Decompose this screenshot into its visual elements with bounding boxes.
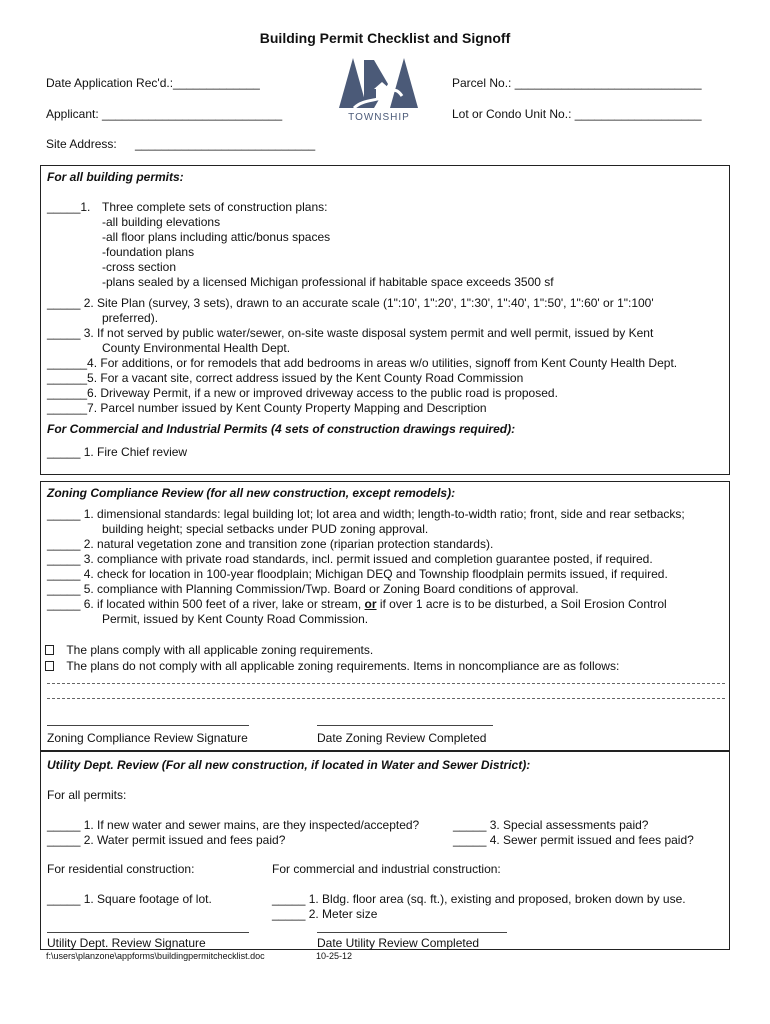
for-all-permits-label: For all permits:	[47, 788, 127, 802]
not-comply-label: The plans do not comply with all applicable zoning requirements. Items in noncompliance are as follows:	[66, 659, 620, 673]
item-3-cont: County Environmental Health Dept.	[102, 341, 291, 355]
commercial-heading: For Commercial and Industrial Permits (4 sets of construction drawings required):	[47, 422, 516, 436]
not-comply-checkbox[interactable]	[45, 661, 54, 671]
zoning-item-6-cont: Permit, issued by Kent County Road Commission.	[102, 612, 369, 626]
noncompliance-line-1[interactable]	[47, 683, 725, 684]
item-1-text: Three complete sets of construction plans:	[102, 200, 328, 214]
plans-sub-4: -cross section	[102, 260, 177, 274]
item-3: _____ 3. If not served by public water/sewer, on-site waste disposal system permit and well permit, issued by Kent	[47, 326, 654, 340]
zoning-item-1: _____ 1. dimensional standards: legal building lot; lot area and width; length-to-width ratio; front, side and rear setbacks;	[47, 507, 685, 521]
ada-logo-icon	[336, 54, 422, 112]
utility-signature-line[interactable]	[47, 932, 249, 933]
item-5: ______5. For a vacant site, correct address issued by the Kent County Road Commission	[47, 371, 524, 385]
comply-row	[45, 643, 373, 657]
residential-label: For residential construction:	[47, 862, 195, 876]
utility-signature-label: Utility Dept. Review Signature	[47, 936, 206, 950]
zoning-signature-line[interactable]	[47, 725, 249, 726]
zoning-item-1-cont: building height; special setbacks under PUD zoning approval.	[102, 522, 429, 536]
zoning-item-5: _____ 5. compliance with Planning Commission/Twp. Board or Zoning Board conditions of approval.	[47, 582, 579, 596]
file-path: f:\users\planzone\appforms\buildingpermitchecklist.doc	[46, 951, 265, 961]
applicant-field[interactable]: Applicant: ___________________________	[46, 107, 283, 121]
township-logo	[336, 54, 422, 124]
site-address-label: Site Address:	[46, 137, 117, 151]
commercial-item-1: _____ 1. Bldg. floor area (sq. ft.), existing and proposed, broken down by use.	[272, 892, 686, 906]
lot-unit-field[interactable]: Lot or Condo Unit No.: ___________________	[452, 107, 702, 121]
commercial-item-2: _____ 2. Meter size	[272, 907, 378, 921]
zoning-item-4: _____ 4. check for location in 100-year floodplain; Michigan DEQ and Township floodplain permits issued, if required.	[47, 567, 668, 581]
comply-checkbox[interactable]	[45, 645, 54, 655]
utility-item-3: _____ 3. Special assessments paid?	[453, 818, 649, 832]
noncompliance-line-2[interactable]	[47, 698, 725, 699]
item-6: ______6. Driveway Permit, if a new or improved driveway access to the public road is proposed.	[47, 386, 558, 400]
fire-chief-item: _____ 1. Fire Chief review	[47, 445, 188, 459]
page-title: Building Permit Checklist and Signoff	[259, 30, 511, 46]
zoning-item-2: _____ 2. natural vegetation zone and transition zone (riparian protection standards).	[47, 537, 494, 551]
item-2: _____ 2. Site Plan (survey, 3 sets), drawn to an accurate scale (1":10', 1":20', 1":30', 1":40', 1":50', 1":60' or 1":100'	[47, 296, 654, 310]
plans-sub-5: -plans sealed by a licensed Michigan professional if habitable space exceeds 3500 sf	[102, 275, 554, 289]
plans-sub-1: -all building elevations	[102, 215, 221, 229]
item-2-cont: preferred).	[102, 311, 159, 325]
utility-item-4: _____ 4. Sewer permit issued and fees paid?	[453, 833, 694, 847]
plans-sub-3: -foundation plans	[102, 245, 195, 259]
utility-date-line[interactable]	[317, 932, 507, 933]
item-4: ______4. For additions, or for remodels that add bedrooms in areas w/o utilities, signoff from Kent County Health Dept.	[47, 356, 678, 370]
utility-section	[40, 751, 730, 950]
utility-date-label: Date Utility Review Completed	[317, 936, 480, 950]
revision-date: 10-25-12	[316, 951, 353, 961]
all-permits-section	[40, 165, 730, 475]
zoning-signature-label: Zoning Compliance Review Signature	[47, 731, 248, 745]
commercial-label: For commercial and industrial construction:	[272, 862, 501, 876]
zoning-heading: Zoning Compliance Review (for all new construction, except remodels):	[47, 486, 456, 500]
comply-label: The plans comply with all applicable zoning requirements.	[66, 643, 374, 657]
utility-item-1: _____ 1. If new water and sewer mains, are they inspected/accepted?	[47, 818, 420, 832]
residential-item-1: _____ 1. Square footage of lot.	[47, 892, 212, 906]
utility-item-2: _____ 2. Water permit issued and fees paid?	[47, 833, 286, 847]
item-1-blank[interactable]: _____1.	[47, 200, 91, 214]
zoning-item-3: _____ 3. compliance with private road standards, incl. permit issued and completion guarantee posted, if required.	[47, 552, 653, 566]
zoning-section	[40, 481, 730, 751]
all-permits-heading: For all building permits:	[47, 170, 184, 184]
logo-text: TOWNSHIP	[348, 112, 410, 123]
plans-sub-2: -all floor plans including attic/bonus spaces	[102, 230, 331, 244]
item-7: ______7. Parcel number issued by Kent County Property Mapping and Description	[47, 401, 487, 415]
parcel-number-field[interactable]: Parcel No.: ____________________________	[452, 76, 702, 90]
site-address-field[interactable]: ___________________________	[135, 137, 316, 151]
utility-heading: Utility Dept. Review (For all new construction, if located in Water and Sewer District):	[47, 758, 531, 772]
date-received-field[interactable]: Date Application Rec'd.:_____________	[46, 76, 260, 90]
zoning-date-line[interactable]	[317, 725, 493, 726]
not-comply-row	[45, 659, 619, 673]
or-emphasis: or	[364, 597, 377, 611]
zoning-date-label: Date Zoning Review Completed	[317, 731, 487, 745]
zoning-item-6: _____ 6. if located within 500 feet of a river, lake or stream, or if over 1 acre is to be disturbed, a Soil Erosion Control	[47, 597, 667, 611]
